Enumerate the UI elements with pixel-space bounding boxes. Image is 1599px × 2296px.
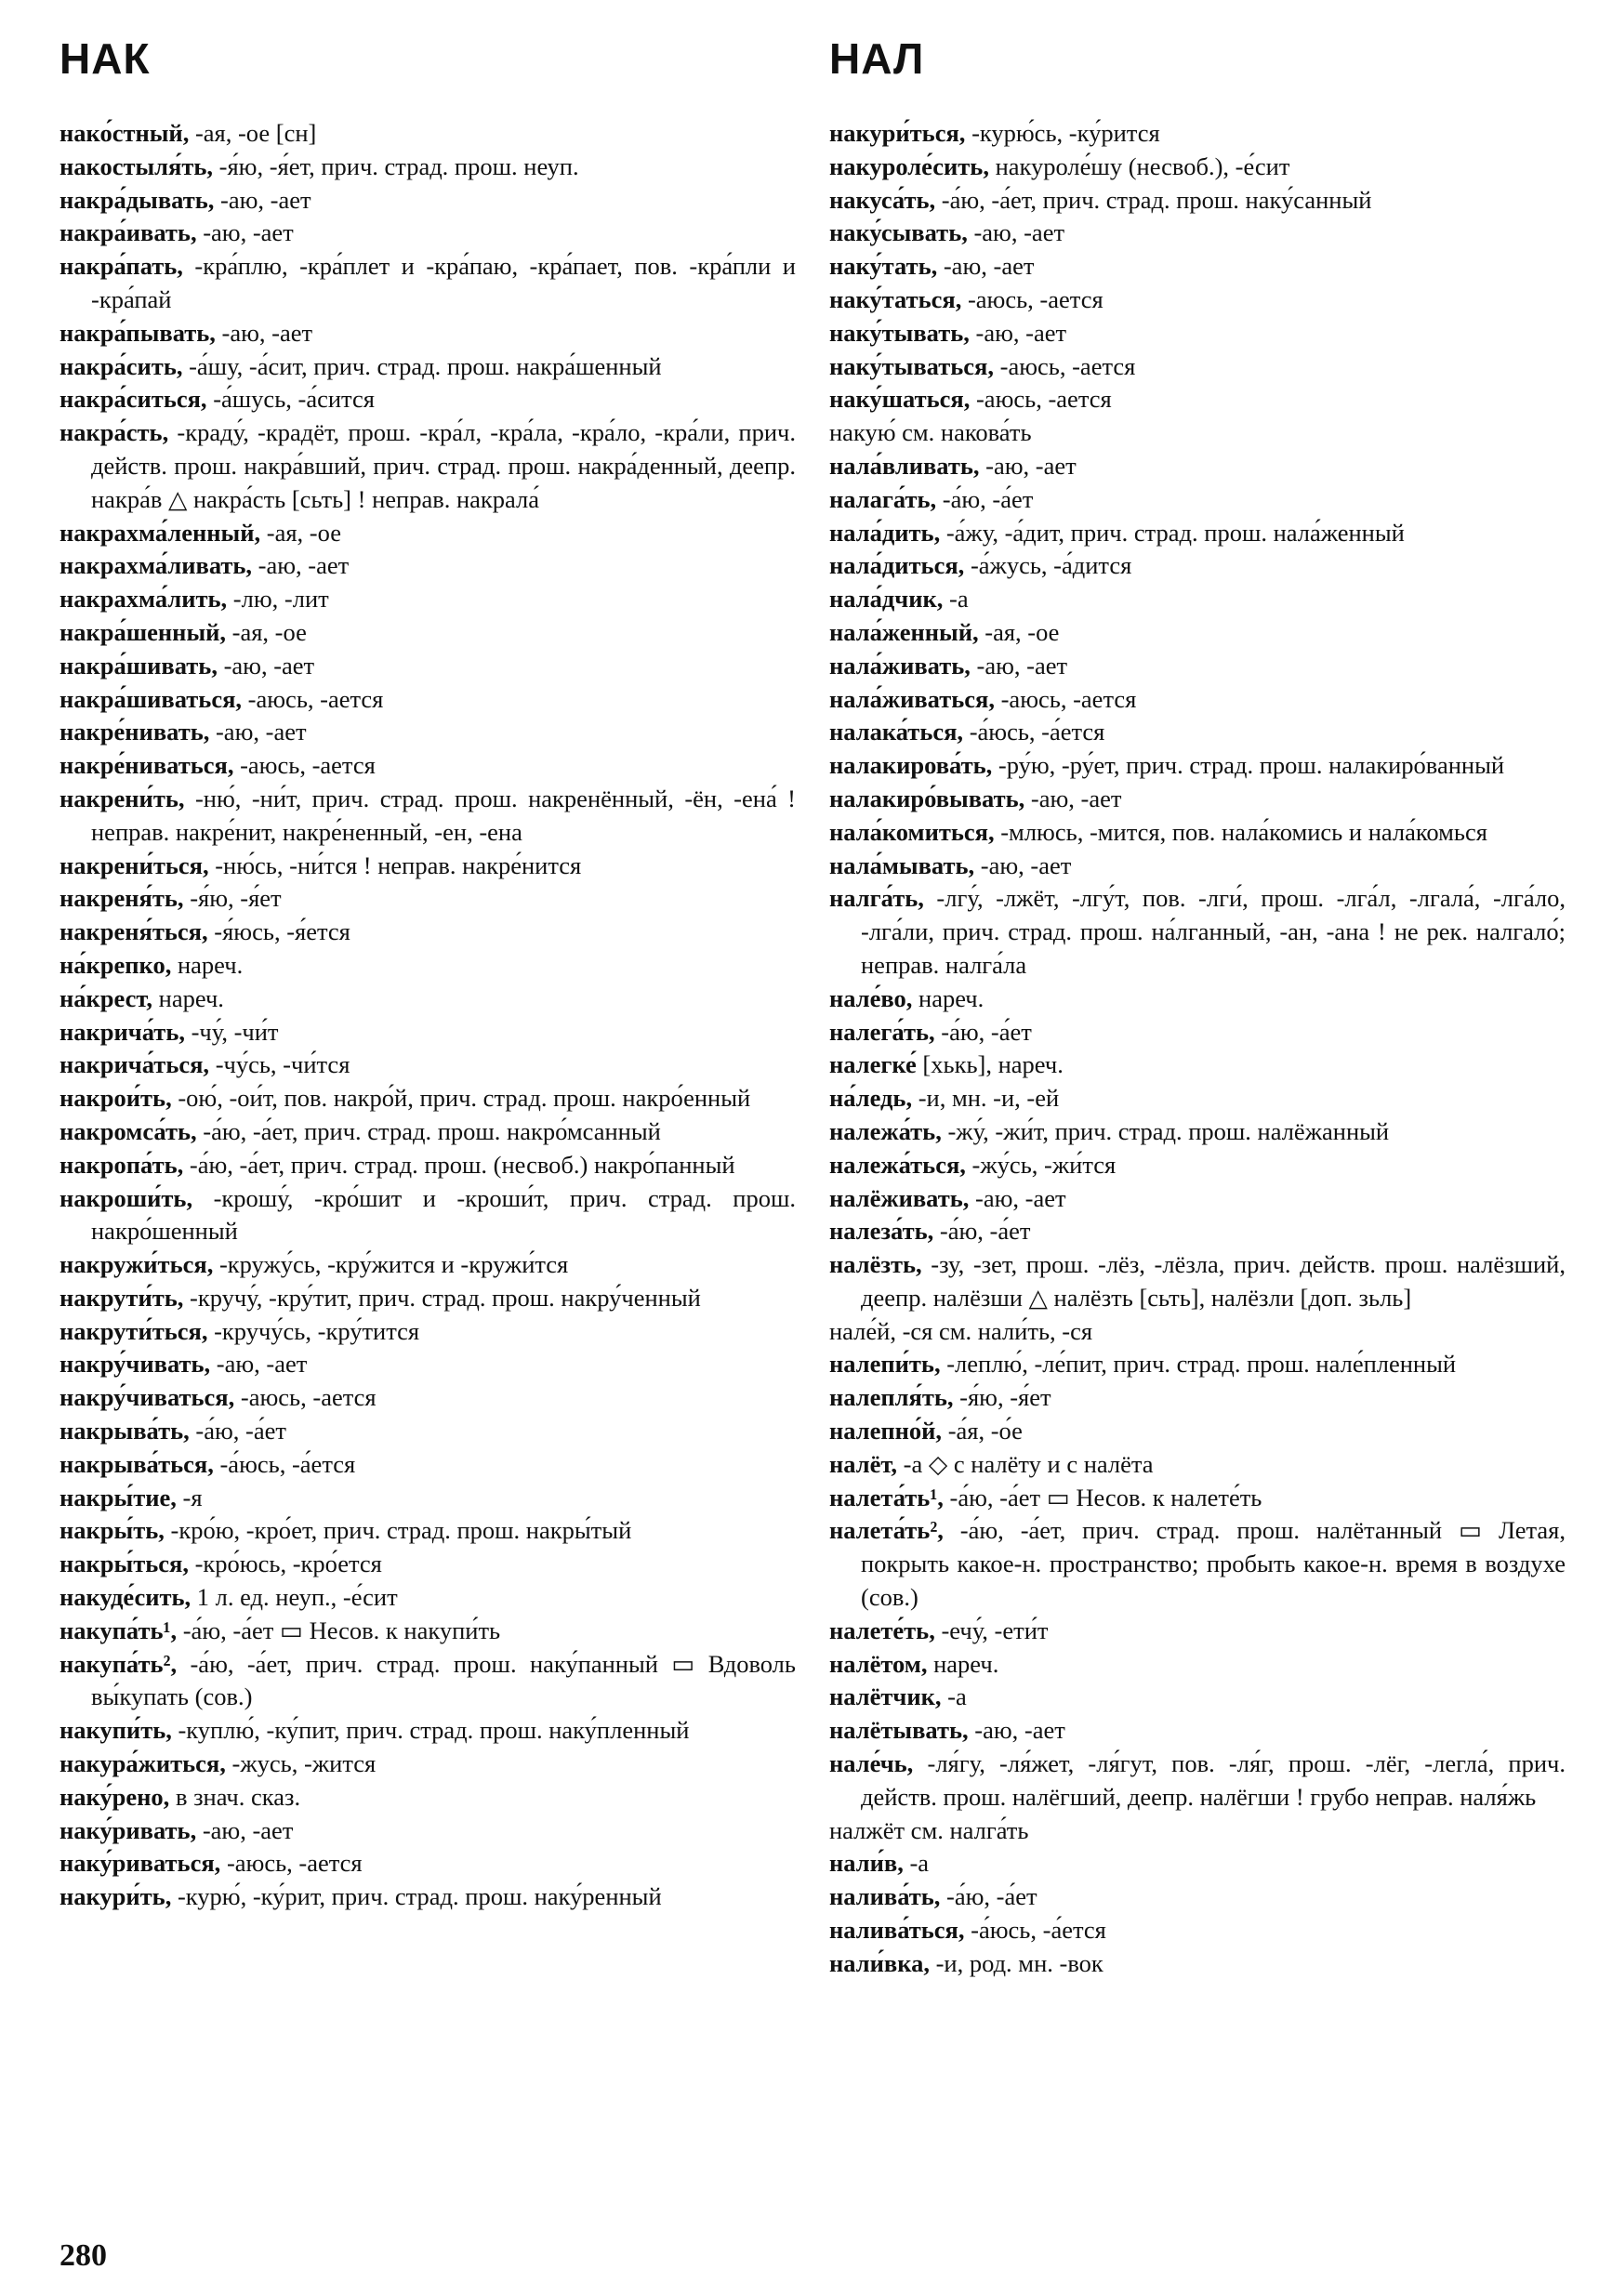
entry-headword: наку́рено, <box>59 1782 170 1811</box>
entry-headword: налега́ть, <box>829 1017 935 1046</box>
entry-headword: налага́ть, <box>829 484 937 513</box>
entry-definition: -аюсь, -ается <box>220 1849 363 1878</box>
dictionary-entry <box>829 1880 1566 1914</box>
entry-headword: накра́пать, <box>59 252 183 281</box>
entry-definition: -млюсь, -мится, пов. нала́комись и нала́комься <box>994 817 1487 846</box>
entry-definition: -курю́, -ку́рит, прич. страд. прош. наку́ренный <box>171 1882 662 1911</box>
entry-headword: накупа́ть², <box>59 1649 178 1678</box>
entry-headword: нала́дчик, <box>829 585 944 614</box>
dictionary-entry <box>829 1215 1566 1248</box>
entry-definition: -аю, -ает <box>937 252 1035 281</box>
entry-definition: -а́ю, -а́ет, прич. страд. прош. наку́панный ▭ Вдоволь вы́купать (сов.) <box>91 1649 796 1711</box>
dictionary-entry <box>829 1248 1566 1315</box>
dictionary-entry <box>829 1016 1566 1049</box>
entry-headword: накромса́ть, <box>59 1116 197 1145</box>
entry-definition: в знач. сказ. <box>169 1782 301 1811</box>
dictionary-entry <box>59 517 796 550</box>
entry-definition: -а́я, -о́е <box>942 1417 1023 1445</box>
entry-definition: -а <box>903 1849 930 1878</box>
entry-definition: -аю, -ает <box>970 651 1068 680</box>
entry-definition: -а́ю, -а́ет <box>933 1217 1031 1246</box>
dictionary-entry <box>59 1581 796 1615</box>
dictionary-entry <box>59 1049 796 1082</box>
entry-headword: накреня́ть, <box>59 884 184 913</box>
entry-definition: -аю, -ает <box>974 851 1072 879</box>
entry-headword: налётом, <box>829 1649 928 1678</box>
entry-headword: належа́ться, <box>829 1150 966 1179</box>
dictionary-entry <box>829 1115 1566 1149</box>
entry-headword: накрахма́ленный, <box>59 518 261 547</box>
entry-headword: накрахма́лить, <box>59 585 228 614</box>
entry-definition: -аю, -ает <box>968 1716 1065 1745</box>
entry-definition: -аю, -ает <box>196 1815 294 1844</box>
dictionary-entry <box>829 1648 1566 1682</box>
entry-definition: -а́ю, -а́ет, прич. страд. прош. наку́санный <box>935 185 1372 214</box>
entry-definition: -а́ю, -а́ет, прич. страд. прош. (несвоб.) накро́панный <box>183 1150 735 1179</box>
dictionary-entry <box>59 1714 796 1748</box>
dictionary-entry <box>59 583 796 616</box>
dictionary-entry <box>829 783 1566 816</box>
dictionary-entry <box>829 1914 1566 1947</box>
dictionary-entry <box>829 1947 1566 1981</box>
entry-headword: на́крепко, <box>59 950 172 979</box>
page-header-left: НАК <box>59 34 151 83</box>
entry-headword: налака́ться, <box>829 718 964 746</box>
dictionary-entry <box>829 1514 1566 1614</box>
dictionary-entry <box>59 184 796 218</box>
entry-headword: налете́ть, <box>829 1616 935 1644</box>
dictionary-entry <box>59 1781 796 1814</box>
entry-definition: -аюсь, -ается <box>961 284 1103 313</box>
entry-headword: накрени́ться, <box>59 851 209 879</box>
entry-definition: -ая, -ое <box>260 518 341 547</box>
entry-definition: -аю, -ает <box>967 218 1065 247</box>
entry-definition: -крошу́, -кро́шит и -кроши́т, прич. страд. прош. накро́шенный <box>91 1183 796 1246</box>
entry-definition: -ля́гу, -ля́жет, -ля́гут, пов. -ля́г, прош. -лёг, -легла́, прич. действ. прош. налёгший, деепр. налёгши ! грубо неправ. наля́жь <box>861 1749 1566 1811</box>
entry-definition: -аю, -ает <box>1024 784 1122 812</box>
dictionary-entry <box>59 1847 796 1880</box>
entry-definition: -а́шусь, -а́сится <box>206 385 375 414</box>
entry-definition: [хькь], нареч. <box>916 1050 1064 1079</box>
dictionary-entry <box>829 616 1566 650</box>
dictionary-entry <box>829 1714 1566 1748</box>
dictionary-entry <box>59 549 796 583</box>
dictionary-entry <box>59 1149 796 1182</box>
right-column <box>829 117 1566 1981</box>
entry-definition: -кружу́сь, -кру́жится и -кружи́тся <box>213 1250 569 1279</box>
entry-definition: -кро́юсь, -кро́ется <box>188 1550 382 1578</box>
entry-definition: накуроле́шу (несвоб.), -е́сит <box>988 152 1290 180</box>
dictionary-entry <box>829 716 1566 749</box>
dictionary-entry <box>59 217 796 250</box>
entry-headword: наку́шаться, <box>829 385 971 414</box>
entry-definition: -чу́сь, -чи́тся <box>209 1050 350 1079</box>
entry-definition: -жу́, -жи́т, прич. страд. прош. налёжанный <box>941 1116 1390 1145</box>
dictionary-entry <box>59 1315 796 1349</box>
entry-definition: -и, род. мн. -вок <box>929 1948 1103 1977</box>
dictionary-entry <box>829 1381 1566 1415</box>
dictionary-entry <box>829 383 1566 416</box>
dictionary-entry <box>829 1348 1566 1381</box>
entry-headword: нале́во, <box>829 983 913 1012</box>
entry-definition: -ню́, -ни́т, прич. страд. прош. накренённый, -ён, -ена́ ! неправ. накре́нит, накре́ненный, -ен, -ена <box>91 784 796 846</box>
dictionary-entry <box>829 517 1566 550</box>
entry-definition: -ая, -ое <box>226 617 307 646</box>
entry-headword: нако́стный, <box>59 119 190 147</box>
entry-definition: -краду́, -крадёт, прош. -кра́л, -кра́ла, -кра́ло, -кра́ли, прич. действ. прош. накра́вший, прич. страд. прош. накра́денный, деепр. накра́в △ накра́сть [сьть] ! неправ. накрала́ <box>91 418 796 513</box>
entry-headword: накрахма́ливать, <box>59 551 253 580</box>
dictionary-entry <box>59 1448 796 1482</box>
entry-definition: -леплю́, -ле́пит, прич. страд. прош. нале́пленный <box>940 1350 1457 1379</box>
entry-headword: накра́сить, <box>59 351 183 380</box>
left-column <box>59 117 796 1914</box>
entry-definition: -чу́, -чи́т <box>184 1017 279 1046</box>
dictionary-entry <box>829 317 1566 350</box>
entry-headword: налепи́ть, <box>829 1350 941 1379</box>
dictionary-entry <box>59 749 796 783</box>
entry-headword: накроши́ть, <box>59 1183 193 1212</box>
entry-definition: -кра́плю, -кра́плет и -кра́паю, -кра́пает, пов. -кра́пли и -кра́пай <box>91 252 796 313</box>
entry-headword: налета́ть¹, <box>829 1483 944 1511</box>
dictionary-entry <box>829 1049 1566 1082</box>
entry-definition: -аю, -ает <box>214 185 311 214</box>
entry-headword: накуса́ть, <box>829 185 936 214</box>
entry-definition: -а́ю, -а́ет <box>940 1882 1037 1911</box>
entry-headword: нала́дить, <box>829 518 941 547</box>
entry-headword: налёживать, <box>829 1183 970 1212</box>
entry-definition: -кручу́сь, -кру́тится <box>207 1316 420 1345</box>
entry-definition: 1 л. ед. неуп., -е́сит <box>191 1583 398 1612</box>
entry-headword: на́крест, <box>59 983 153 1012</box>
entry-headword: нала́вливать, <box>829 451 980 480</box>
entry-definition: -аю, -ает <box>969 1183 1066 1212</box>
dictionary-entry <box>59 983 796 1016</box>
entry-definition: -я́ю, -я́ет <box>953 1383 1051 1412</box>
entry-definition: налжёт см. налга́ть <box>829 1815 1029 1844</box>
dictionary-entry <box>829 983 1566 1016</box>
dictionary-entry <box>59 1648 796 1715</box>
entry-headword: налётчик, <box>829 1682 942 1711</box>
entry-headword: накры́ться, <box>59 1550 189 1578</box>
dictionary-entry <box>59 949 796 983</box>
entry-definition: -а́юсь, -а́ется <box>964 1916 1106 1945</box>
dictionary-entry <box>59 317 796 350</box>
dictionary-entry <box>829 1082 1566 1115</box>
entry-definition: нареч. <box>912 983 985 1012</box>
dictionary-entry <box>59 1482 796 1515</box>
entry-definition: -ечу́, -ети́т <box>934 1616 1049 1644</box>
entry-headword: накра́шенный, <box>59 617 227 646</box>
entry-definition: -аю, -ает <box>217 651 315 680</box>
entry-headword: наку́риваться, <box>59 1849 221 1878</box>
dictionary-entry <box>59 850 796 883</box>
page-number: 280 <box>59 2238 107 2273</box>
dictionary-entry <box>829 1847 1566 1880</box>
entry-headword: налета́ть², <box>829 1516 944 1545</box>
dictionary-entry <box>59 1248 796 1282</box>
dictionary-entry <box>59 683 796 717</box>
dictionary-entry <box>59 1548 796 1581</box>
entry-headword: накру́чивать, <box>59 1350 211 1379</box>
entry-headword: налётывать, <box>829 1716 969 1745</box>
entry-headword: накрути́ть, <box>59 1283 184 1312</box>
entry-definition: -а́ю, -а́ет <box>189 1417 286 1445</box>
entry-definition: -я́юсь, -я́ется <box>207 917 350 946</box>
dictionary-entry <box>59 1016 796 1049</box>
dictionary-entry <box>829 1415 1566 1448</box>
entry-headword: налепля́ть, <box>829 1383 954 1412</box>
entry-definition: -а́ю, -а́ет <box>936 484 1034 513</box>
entry-definition: -ая, -ое [сн] <box>189 119 317 147</box>
entry-headword: накупи́ть, <box>59 1716 172 1745</box>
entry-definition: -а ◇ с налёту и с налёта <box>897 1449 1154 1478</box>
dictionary-entry <box>829 650 1566 683</box>
dictionary-entry <box>59 650 796 683</box>
entry-headword: накра́ситься, <box>59 385 207 414</box>
dictionary-entry <box>829 816 1566 850</box>
entry-definition: -аюсь, -ается <box>233 751 376 780</box>
entry-definition: -кручу́, -кру́тит, прич. страд. прош. накру́ченный <box>183 1283 701 1312</box>
entry-definition: -ру́ю, -ру́ет, прич. страд. прош. налакиро́ванный <box>992 751 1505 780</box>
entry-headword: накра́сть, <box>59 418 169 447</box>
entry-headword: накра́шивать, <box>59 651 218 680</box>
entry-definition: -я́ю, -я́ет, прич. страд. прош. неуп. <box>213 152 579 180</box>
entry-headword: нала́диться, <box>829 551 965 580</box>
dictionary-entry <box>829 1748 1566 1814</box>
entry-headword: нала́живать, <box>829 651 971 680</box>
entry-headword: наку́таться, <box>829 284 962 313</box>
entry-definition: -а́ю, -а́ет, прич. страд. прош. накро́мсанный <box>196 1116 661 1145</box>
entry-headword: наку́тываться, <box>829 351 994 380</box>
dictionary-entry <box>829 151 1566 184</box>
dictionary-entry <box>59 1880 796 1914</box>
dictionary-entry <box>829 1448 1566 1482</box>
dictionary-entry <box>59 1748 796 1781</box>
entry-definition: -а́юсь, -а́ется <box>963 718 1105 746</box>
dictionary-entry <box>829 416 1566 450</box>
dictionary-entry <box>829 683 1566 717</box>
dictionary-entry <box>59 1514 796 1548</box>
entry-definition: -а́шу, -а́сит, прич. страд. прош. накра́шенный <box>182 351 662 380</box>
entry-definition: -куплю́, -ку́пит, прич. страд. прош. наку́пленный <box>171 1716 690 1745</box>
dictionary-entry <box>59 783 796 850</box>
entry-definition: -ая, -ое <box>978 617 1060 646</box>
dictionary-entry <box>829 483 1566 517</box>
entry-definition: -аю, -ает <box>215 318 313 347</box>
entry-definition: -кро́ю, -кро́ет, прич. страд. прош. накры́тый <box>164 1516 632 1545</box>
dictionary-entry <box>59 716 796 749</box>
entry-headword: накрыва́ть, <box>59 1417 190 1445</box>
entry-headword: накра́дывать, <box>59 185 215 214</box>
entry-definition: нале́й, -ся см. нали́ть, -ся <box>829 1316 1093 1345</box>
dictionary-entry <box>59 250 796 317</box>
entry-definition: -я <box>176 1483 203 1511</box>
dictionary-entry <box>829 184 1566 218</box>
entry-definition: нареч. <box>927 1649 999 1678</box>
entry-headword: накуроле́сить, <box>829 152 989 180</box>
entry-headword: нале́чь, <box>829 1749 914 1778</box>
dictionary-entry <box>59 1182 796 1249</box>
dictionary-entry <box>829 1681 1566 1714</box>
entry-definition: -а́ю, -а́ет ▭ Несов. к накупи́ть <box>177 1616 501 1644</box>
entry-headword: накостыля́ть, <box>59 152 214 180</box>
entry-headword: налегке́ <box>829 1050 917 1079</box>
entry-headword: накры́ть, <box>59 1516 165 1545</box>
entry-definition: -а <box>943 585 969 614</box>
entry-headword: належа́ть, <box>829 1116 942 1145</box>
entry-definition: -а́ю, -а́ет <box>934 1017 1032 1046</box>
entry-definition: нареч. <box>171 950 244 979</box>
entry-headword: нала́женный, <box>829 617 979 646</box>
dictionary-entry <box>829 450 1566 483</box>
entry-headword: накружи́ться, <box>59 1250 214 1279</box>
dictionary-entry <box>59 416 796 516</box>
dictionary-entry <box>829 217 1566 250</box>
dictionary-entry <box>59 1615 796 1648</box>
entry-definition: -аюсь, -ается <box>242 684 384 713</box>
entry-definition: -аюсь, -ается <box>994 351 1136 380</box>
entry-definition: -аю, -ает <box>252 551 350 580</box>
entry-definition: накую́ см. накова́ть <box>829 418 1032 447</box>
dictionary-entry <box>829 749 1566 783</box>
entry-headword: накупа́ть¹, <box>59 1616 178 1644</box>
dictionary-entry <box>829 350 1566 384</box>
dictionary-entry <box>829 250 1566 284</box>
entry-headword: налёзть, <box>829 1250 922 1279</box>
entry-headword: накури́ть, <box>59 1882 172 1911</box>
dictionary-entry <box>59 916 796 949</box>
entry-headword: накрути́ться, <box>59 1316 208 1345</box>
dictionary-entry <box>59 1348 796 1381</box>
entry-definition: нареч. <box>152 983 224 1012</box>
entry-headword: накреня́ться, <box>59 917 208 946</box>
entry-definition: -аю, -ает <box>209 718 307 746</box>
entry-headword: на́ледь, <box>829 1084 913 1113</box>
entry-headword: налёт, <box>829 1449 898 1478</box>
dictionary-entry <box>59 882 796 916</box>
dictionary-entry <box>59 151 796 184</box>
entry-headword: накры́тие, <box>59 1483 177 1511</box>
entry-headword: накура́житься, <box>59 1749 226 1778</box>
dictionary-entry <box>829 1814 1566 1848</box>
dictionary-entry <box>829 850 1566 883</box>
entry-headword: наку́сывать, <box>829 218 968 247</box>
entry-definition: -а́жу, -а́дит, прич. страд. прош. нала́женный <box>940 518 1405 547</box>
entry-definition: -жу́сь, -жи́тся <box>965 1150 1117 1179</box>
entry-definition: -а́ю, -а́ет, прич. страд. прош. налётанный ▭ Летая, покрыть какое-н. пространство; пробыть какое-н. время в воздухе (сов.) <box>861 1516 1566 1612</box>
entry-headword: налива́ться, <box>829 1916 965 1945</box>
entry-definition: -я́ю, -я́ет <box>183 884 282 913</box>
entry-headword: нала́живаться, <box>829 684 995 713</box>
entry-headword: налепно́й, <box>829 1417 943 1445</box>
entry-headword: налакиро́вывать, <box>829 784 1025 812</box>
entry-headword: накра́ивать, <box>59 218 197 247</box>
entry-definition: -ою́, -ои́т, пов. накро́й, прич. страд. прош. накро́енный <box>171 1084 751 1113</box>
entry-headword: налакирова́ть, <box>829 751 993 780</box>
dictionary-entry <box>59 1082 796 1115</box>
entry-headword: накру́чиваться, <box>59 1383 235 1412</box>
entry-headword: наку́тывать, <box>829 318 970 347</box>
entry-headword: накрича́ться, <box>59 1050 210 1079</box>
entry-headword: нала́мывать, <box>829 851 975 879</box>
dictionary-entry <box>59 1282 796 1315</box>
entry-headword: накури́ться, <box>829 119 966 147</box>
entry-headword: накре́нивать, <box>59 718 210 746</box>
entry-definition: -и, мн. -и, -ей <box>912 1084 1060 1113</box>
entry-headword: наку́тать, <box>829 252 938 281</box>
dictionary-entry <box>829 1315 1566 1349</box>
entry-headword: наку́ривать, <box>59 1815 197 1844</box>
entry-headword: накра́шиваться, <box>59 684 243 713</box>
dictionary-entry <box>829 117 1566 151</box>
entry-definition: -а́ю, -а́ет ▭ Несов. к налете́ть <box>943 1483 1262 1511</box>
entry-headword: накре́ниваться, <box>59 751 234 780</box>
dictionary-entry <box>829 284 1566 317</box>
entry-definition: -жусь, -жится <box>225 1749 377 1778</box>
entry-headword: накрича́ть, <box>59 1017 185 1046</box>
entry-definition: -аюсь, -ается <box>994 684 1137 713</box>
entry-definition: -аю, -ает <box>210 1350 308 1379</box>
entry-headword: накрои́ть, <box>59 1084 172 1113</box>
page-header-right: НАЛ <box>829 34 925 83</box>
entry-headword: нали́вка, <box>829 1948 930 1977</box>
dictionary-entry <box>829 882 1566 982</box>
entry-definition: -аю, -ает <box>969 318 1067 347</box>
dictionary-entry <box>59 350 796 384</box>
entry-definition: -лю, -лит <box>227 585 329 614</box>
entry-definition: -аю, -ает <box>979 451 1077 480</box>
dictionary-entry <box>829 1615 1566 1648</box>
entry-definition: -курю́сь, -ку́рится <box>965 119 1160 147</box>
entry-definition: -а́юсь, -а́ется <box>213 1449 356 1478</box>
entry-headword: накра́пывать, <box>59 318 216 347</box>
entry-headword: накрени́ть, <box>59 784 185 812</box>
dictionary-entry <box>829 1149 1566 1182</box>
entry-definition: -аюсь, -ается <box>234 1383 377 1412</box>
entry-headword: накропа́ть, <box>59 1150 184 1179</box>
entry-definition: -зу, -зет, прош. -лёз, -лёзла, прич. действ. прош. налёзший, деепр. налёзши △ налёзть [сьть], налёзли [доп. зьль] <box>861 1250 1566 1312</box>
dictionary-entry <box>829 1182 1566 1216</box>
entry-headword: налеза́ть, <box>829 1217 934 1246</box>
entry-definition: -аюсь, -ается <box>970 385 1112 414</box>
entry-definition: -лгу́, -лжёт, -лгу́т, пов. -лги́, прош. -лга́л, -лгала́, -лга́ло, -лга́ли, прич. страд. прош. на́лганный, -ан, -ана ! не рек. налгало́; неправ. налга́ла <box>861 884 1566 979</box>
entry-definition: -ню́сь, -ни́тся ! неправ. накре́нится <box>208 851 582 879</box>
entry-headword: налива́ть, <box>829 1882 941 1911</box>
entry-definition: -а <box>941 1682 967 1711</box>
dictionary-entry <box>829 583 1566 616</box>
entry-definition: -а́жусь, -а́дится <box>964 551 1132 580</box>
dictionary-entry <box>59 1415 796 1448</box>
entry-headword: накуде́сить, <box>59 1583 192 1612</box>
dictionary-entry <box>59 117 796 151</box>
dictionary-entry <box>59 1381 796 1415</box>
dictionary-entry <box>829 1482 1566 1515</box>
dictionary-entry <box>59 383 796 416</box>
entry-definition: -аю, -ает <box>196 218 294 247</box>
dictionary-entry <box>829 549 1566 583</box>
entry-headword: накрыва́ться, <box>59 1449 214 1478</box>
dictionary-entry <box>59 616 796 650</box>
entry-headword: налга́ть, <box>829 884 924 913</box>
entry-headword: нала́комиться, <box>829 817 995 846</box>
entry-headword: нали́в, <box>829 1849 904 1878</box>
dictionary-entry <box>59 1115 796 1149</box>
dictionary-entry <box>59 1814 796 1848</box>
